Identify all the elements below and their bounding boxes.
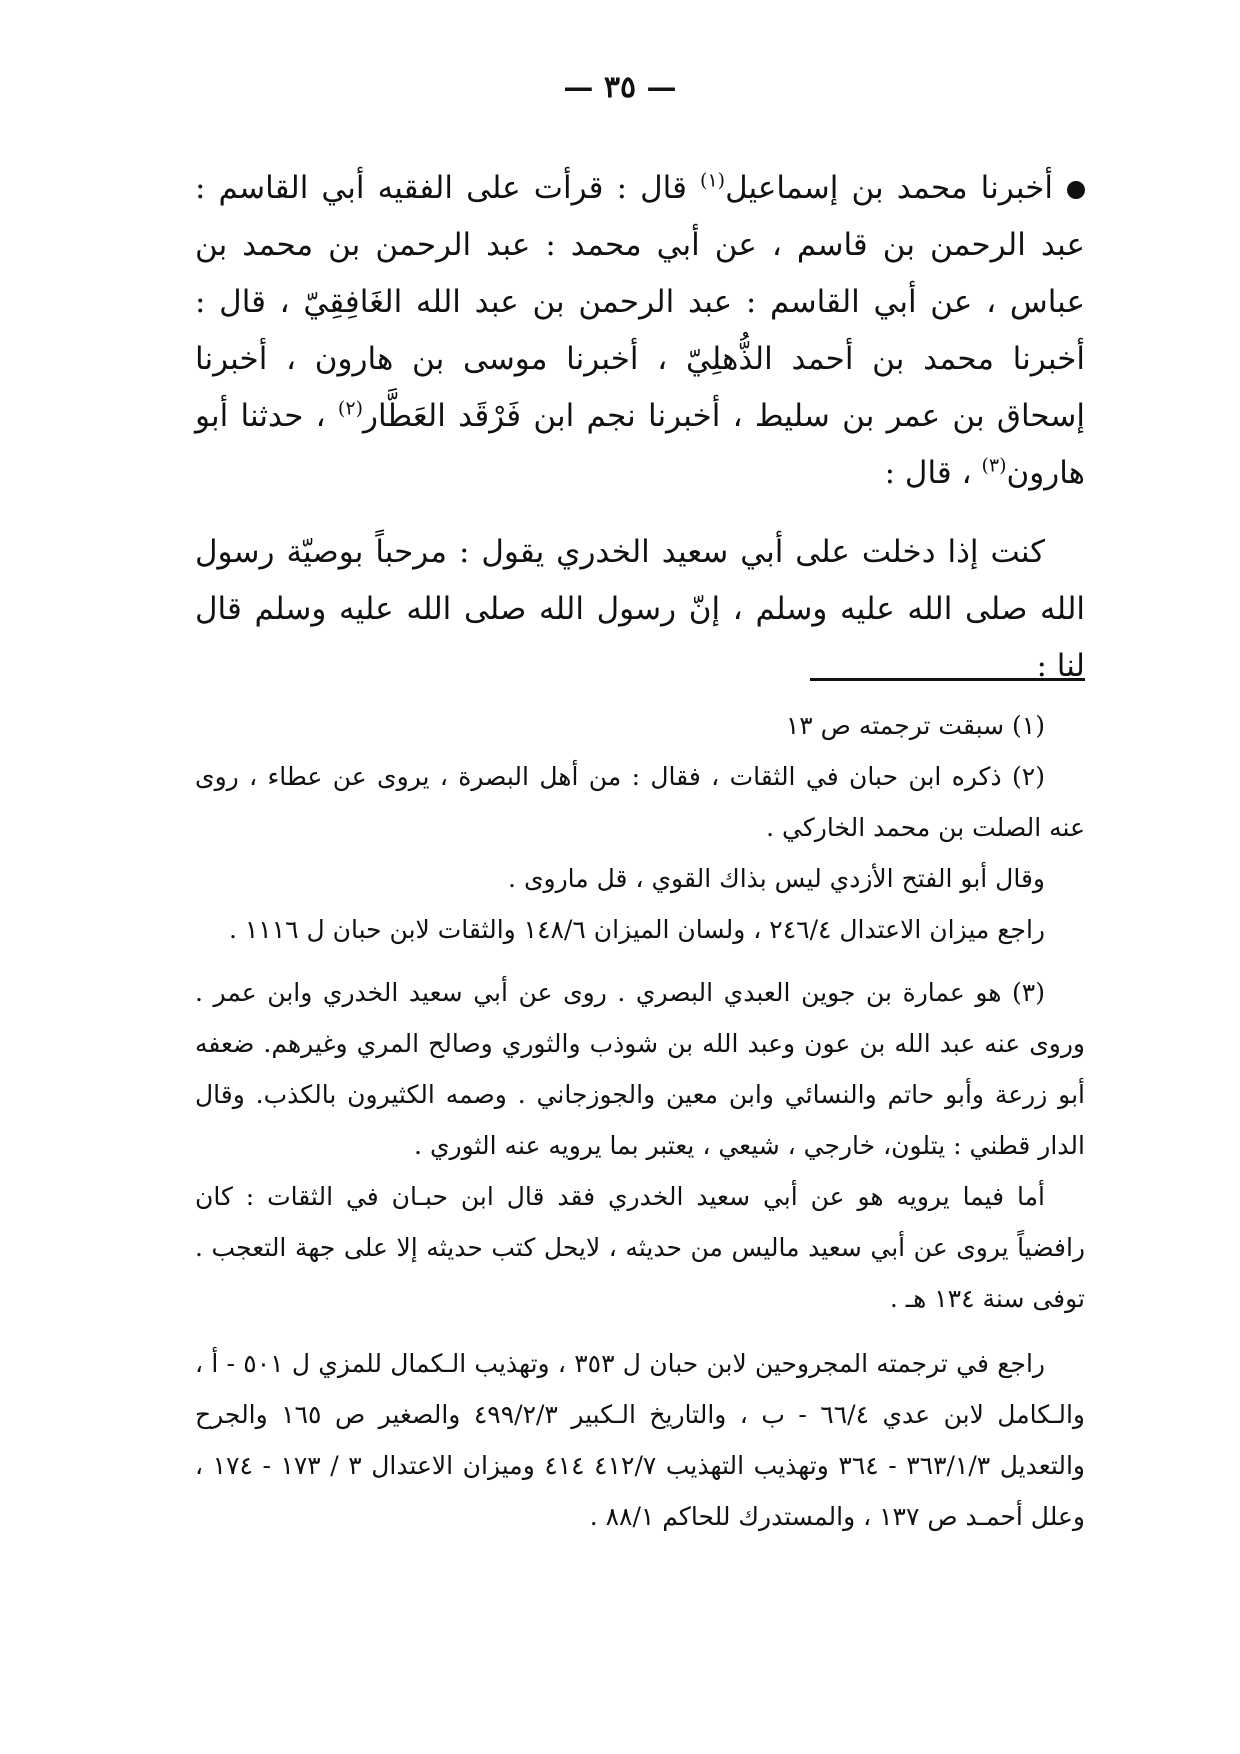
footnote-3-text: (٣) هو عمارة بن جوين العبدي البصري . روى عن أبي سعيد الخدري وابن عمر . وروى عنه عبد الله بن عون وعبد الله بن شوذب والثوري وصالح المري وغيرهم. ضعفه أبو زرعة وأبو حاتم والنسائي وابن معين والجوزجاني . وصمه الكثيرون بالكذب. وقال الدار قطني : يتلون، خارجي ، شيعي ، يعتبر بما يرويه عنه الثوري . [195,978,1085,1160]
isnad-part-1: أخبرنا محمد بن إسماعيل [725,170,1053,206]
isnad-part-3: ، حدثنا أبو هارون [195,398,1085,491]
footnote-3-ibn-hibban: أما فيما يرويه هو عن أبي سعيد الخدري فقد قال ابن حبـان في الثقات : كان رافضياً يروى عن أبي سعيد ماليس من حديثه ، لايحل كتب حديثه إلا على جهة التعجب . توفى سنة ١٣٤ هـ . [195,1182,1085,1313]
footnote-divider [810,678,1085,681]
page-number: — ٣٥ — [563,70,677,105]
footnote-2-refs: راجع ميزان الاعتدال ٢٤٦/٤ ، ولسان الميزان ١٤٨/٦ والثقات لابن حبان ل ١١١٦ . [228,915,1045,944]
footnote-3-refs: راجع في ترجمته المجروحين لابن حبان ل ٣٥٣ ، وتهذيب الـكمال للمزي ل ٥٠١ - أ ، والـكامل لابن عدي ٦٦/٤ - ب ، والتاريخ الـكبير ٤٩٩/٢/٣ والصغير ص ١٦٥ والجرح والتعديل ٣٦٣/١/٣ - ٣٦٤ وتهذيب التهذيب ٤١٢/٧ ٤١٤ وميزان الاعتدال ٣ / ١٧٣ - ١٧٤ ، وعلل أحمـد ص ١٣٧ ، والمستدرك للحاكم ٨٨/١ . [195,1349,1086,1531]
footnote-marker-1: (١) [700,169,726,192]
isnad-part-2: قال : قرأت على الفقيه أبي القاسم : عبد الرحمن بن قاسم ، عن أبي محمد : عبد الرحمن بن محمد بن عباس ، عن أبي القاسم : عبد الرحمن بن عبد الله الغَافِقِيّ ، قال : أخبرنا محمد بن أحمد الذُّهلِيّ ، أخبرنا موسى بن هارون ، أخبرنا إسحاق بن عمر بن سليط ، أخبرنا نجم ابن فَرْقَد العَطَّار [195,170,1085,434]
footnote-1: (١) سبقت ترجمته ص ١٣ [785,711,1045,740]
matn-paragraph: كنت إذا دخلت على أبي سعيد الخدري يقول : مرحباً بوصيّة رسول الله صلى الله عليه وسلم ، إنّ رسول الله صلى الله عليه وسلم قال لنا : [195,534,1085,684]
bullet-icon [1067,181,1085,199]
footnote-marker-3: (٣) [981,454,1007,477]
footnotes [195,700,1085,1542]
isnad-part-4: ، قال : [884,455,972,491]
footnote-2-azdi: وقال أبو الفتح الأزدي ليس بذاك القوي ، قل ماروى . [508,864,1045,893]
footnote-marker-2: (٢) [337,397,363,420]
isnad-paragraph [195,160,1085,502]
footnote-2-text: (٢) ذكره ابن حبان في الثقات ، فقال : من أهل البصرة ، يروى عن عطاء ، روى عنه الصلت بن محمد الخاركي . [195,762,1085,842]
main-text [195,160,1085,695]
